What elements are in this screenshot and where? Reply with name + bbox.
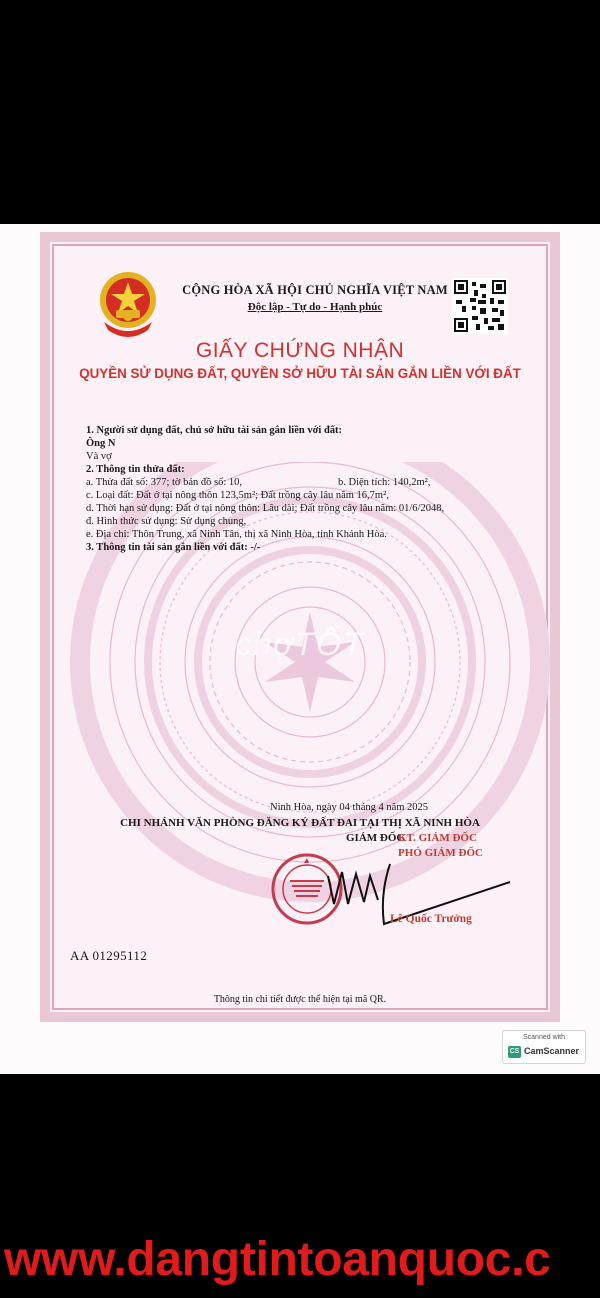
section1-heading: 1. Người sử dụng đất, chủ sở hữu tài sản gắn liền với đất: [86,425,343,436]
usage-form: đ. Hình thức sử dụng: Sử dụng chung, [86,516,247,527]
camscanner-badge [502,1030,586,1064]
section2-heading: 2. Thông tin thửa đất: [86,464,185,475]
certificate-title: GIẤY CHỨNG NHẬN [195,339,405,362]
camscanner-scanned-with: Scanned with [522,1034,566,1041]
usage-duration: d. Thời hạn sử dụng: Đất ở tại nông thôn: Lâu dài; Đất trồng cây lâu năm: 01/6/2048, [86,503,445,514]
plot-number: a. Thửa đất số: 377; tờ bản đồ số: 10, [86,477,242,488]
camscanner-logo-icon: CS [508,1046,521,1058]
director-title: GIÁM ĐỐC [346,832,405,844]
qr-note: Thông tin chi tiết được thể hiện tại mã QR. [213,994,387,1005]
camscanner-name: CamScanner [524,1046,580,1056]
national-emblem-icon [96,266,160,342]
acting-director-label: KT. GIÁM ĐỐC [398,832,477,844]
scanned-page [0,224,600,1074]
chotot-watermark: chợTỐT [235,626,365,662]
qr-code-icon [452,278,508,334]
vice-director-label: PHÓ GIÁM ĐỐC [398,847,483,859]
spouse-name: Và vợ [86,451,112,462]
signing-date: Ninh Hòa, ngày 04 tháng 4 năm 2025 [270,802,429,813]
website-watermark: www.dangtintoanquoc.c [4,1233,551,1286]
section3-heading: 3. Thông tin tài sản gắn liền với đất: -/- [86,542,261,553]
issuing-office: CHI NHÁNH VĂN PHÒNG ĐĂNG KÝ ĐẤT ĐAI TẠI THỊ XÃ NINH HÒA [120,817,480,829]
land-use-certificate [40,232,560,1022]
redaction-block [122,436,502,462]
serial-number: AA 01295112 [70,948,148,963]
top-black-bar [0,0,600,224]
plot-address: e. Địa chỉ: Thôn Trung, xã Ninh Tân, thị xã Ninh Hòa, tỉnh Khánh Hòa. [86,529,387,540]
national-motto: Độc lập - Tự do - Hạnh phúc [247,301,383,313]
plot-area: b. Diện tích: 140,2m², [338,477,431,488]
country-name: CỘNG HÒA XÃ HỘI CHỦ NGHĨA VIỆT NAM [182,283,448,297]
signer-name: Lê Quốc Trưởng [390,913,472,925]
certificate-subtitle: QUYỀN SỬ DỤNG ĐẤT, QUYỀN SỞ HỮU TÀI SẢN GẮN LIỀN VỚI ĐẤT [79,366,521,381]
owner-name: Ông N [86,438,116,449]
land-type: c. Loại đất: Đất ở tại nông thôn 123,5m²; Đất trồng cây lâu năm 16,7m², [86,490,389,501]
